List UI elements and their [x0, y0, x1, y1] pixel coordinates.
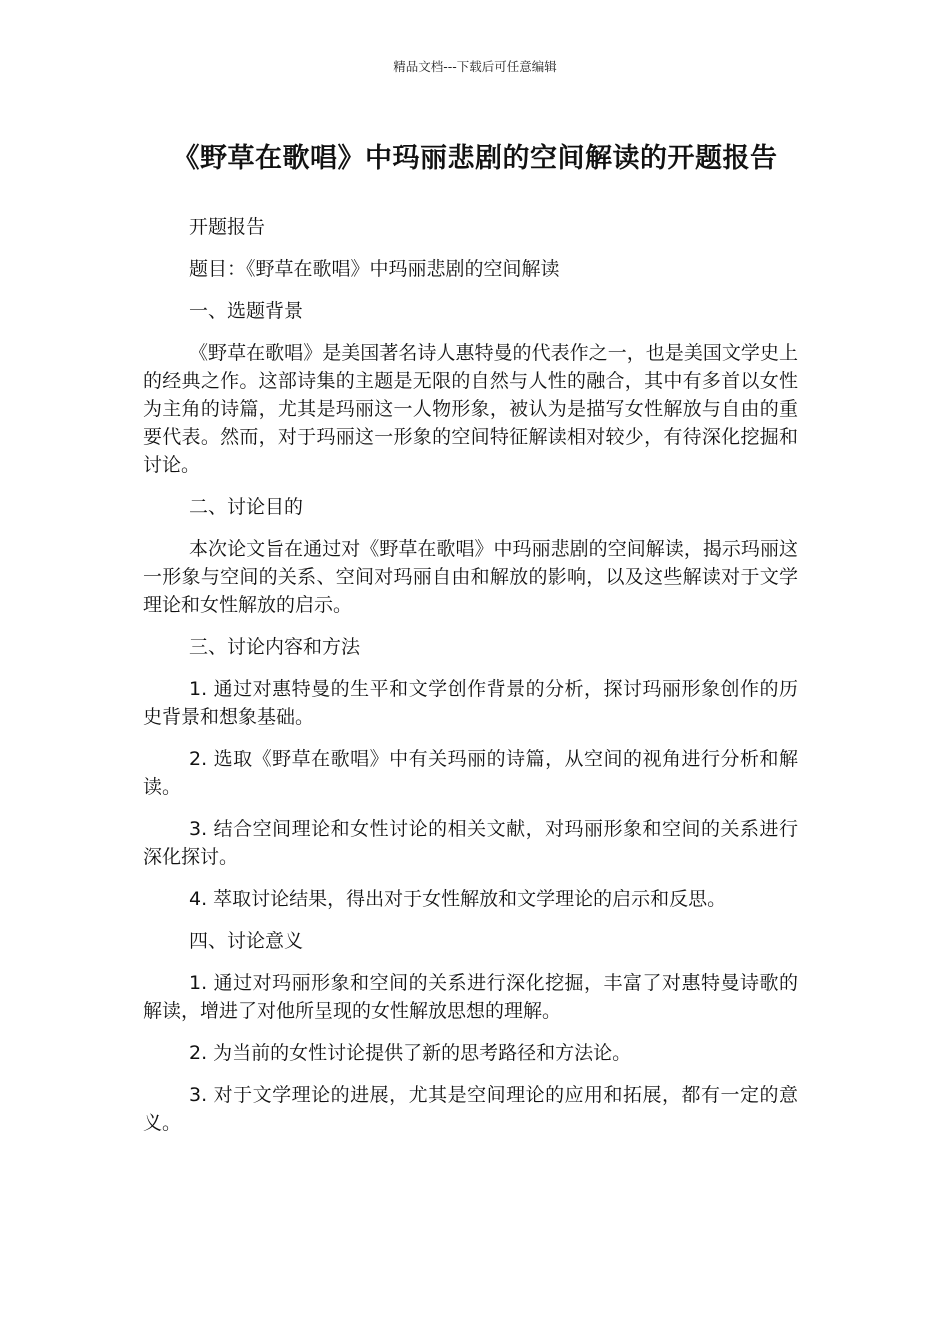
report-label: 开题报告 [189, 216, 266, 238]
section-3-item: 3. 结合空间理论和女性讨论的相关文献，对玛丽形象和空间的关系进行深化探讨。 [143, 818, 798, 868]
section-3-heading: 三、讨论内容和方法 [189, 636, 361, 658]
section-4-item: 3. 对于文学理论的进展，尤其是空间理论的应用和拓展，都有一定的意义。 [143, 1084, 798, 1134]
section-3-item: 1. 通过对惠特曼的生平和文学创作背景的分析，探讨玛丽形象创作的历史背景和想象基础。 [143, 678, 798, 728]
page-header: 精品文档---下载后可任意编辑 [393, 59, 557, 74]
section-2-heading: 二、讨论目的 [189, 496, 304, 518]
section-4-item: 2. 为当前的女性讨论提供了新的思考路径和方法论。 [189, 1042, 632, 1064]
section-3-item: 4. 萃取讨论结果，得出对于女性解放和文学理论的启示和反思。 [189, 888, 727, 910]
topic-line: 题目：《野草在歌唱》中玛丽悲剧的空间解读 [189, 258, 560, 280]
section-3-item: 2. 选取《野草在歌唱》中有关玛丽的诗篇，从空间的视角进行分析和解读。 [143, 748, 798, 798]
section-4-heading: 四、讨论意义 [189, 930, 304, 952]
section-1-paragraph: 《野草在歌唱》是美国著名诗人惠特曼的代表作之一，也是美国文学史上的经典之作。这部诗集的主题是无限的自然与人性的融合，其中有多首以女性为主角的诗篇，尤其是玛丽这一人物形象，被认为是描写女性解放与自由的重要代表。然而，对于玛丽这一形象的空间特征解读相对较少，有待深化挖掘和讨论。 [143, 342, 798, 476]
document-body [143, 213, 798, 1151]
section-2-paragraph: 本次论文旨在通过对《野草在歌唱》中玛丽悲剧的空间解读，揭示玛丽这一形象与空间的关系、空间对玛丽自由和解放的影响，以及这些解读对于文学理论和女性解放的启示。 [143, 538, 798, 616]
section-4-item: 1. 通过对玛丽形象和空间的关系进行深化挖掘，丰富了对惠特曼诗歌的解读，增进了对他所呈现的女性解放思想的理解。 [143, 972, 798, 1022]
section-1-heading: 一、选题背景 [189, 300, 304, 322]
document-title: 《野草在歌唱》中玛丽悲剧的空间解读的开题报告 [172, 143, 778, 174]
